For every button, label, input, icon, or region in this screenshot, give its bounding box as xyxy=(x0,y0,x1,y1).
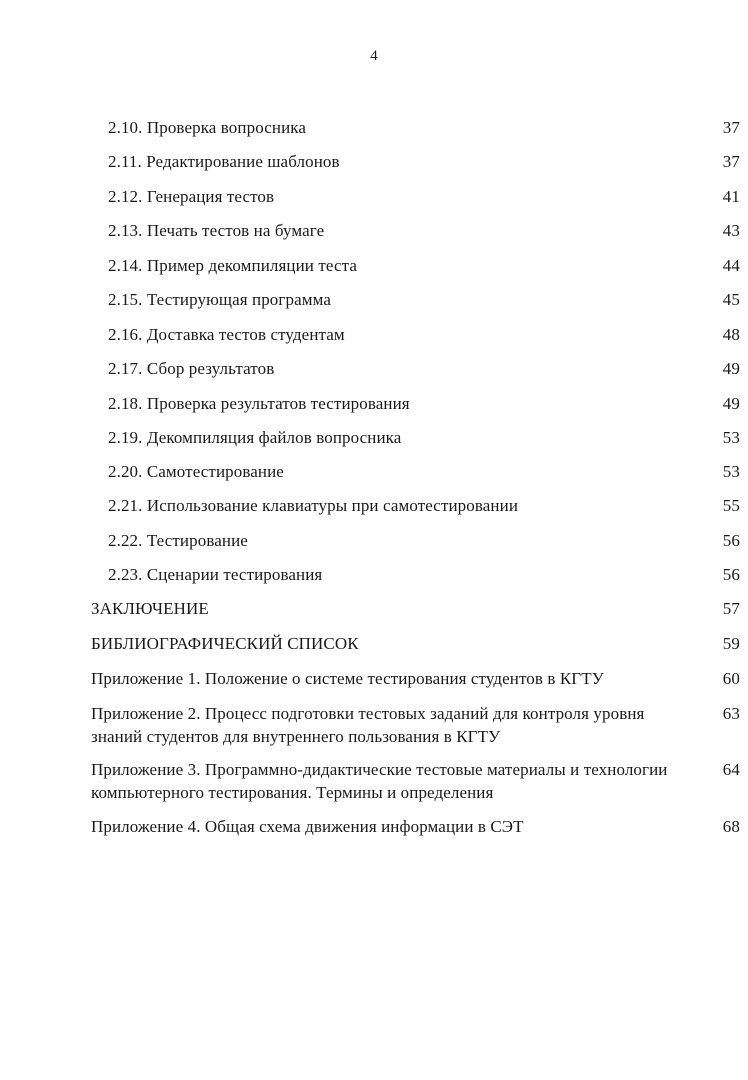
toc-entry-title: 2.20. Самотестирование xyxy=(108,462,284,481)
toc-entry-page: 49 xyxy=(722,394,740,413)
toc-entry-page: 44 xyxy=(722,256,740,275)
toc-entry-page: 53 xyxy=(722,462,740,481)
toc-section-title: Приложение 4. Общая схема движения информации в СЭТ xyxy=(91,817,524,836)
toc-entry-title: 2.23. Сценарии тестирования xyxy=(108,565,323,584)
toc-section-title: Приложение 1. Положение о системе тестирования студентов в КГТУ xyxy=(91,669,604,688)
toc-section-title: Приложение 3. Программно-дидактические тестовые материалы и технологии компьютерного тестирования. Термины и определения xyxy=(91,760,668,802)
toc-entry-title: 2.10. Проверка вопросника xyxy=(108,118,307,137)
toc-entry-page: 43 xyxy=(722,221,740,240)
toc-entry-title: 2.19. Декомпиляция файлов вопросника xyxy=(108,428,402,447)
toc-entry-title: 2.15. Тестирующая программа xyxy=(108,290,331,309)
toc-entry-title: 2.13. Печать тестов на бумаге xyxy=(108,221,325,240)
toc-section-page: 68 xyxy=(722,817,740,836)
toc-section-title: ЗАКЛЮЧЕНИЕ xyxy=(91,599,209,618)
toc-entry-page: 53 xyxy=(722,428,740,447)
toc-entry-title: 2.21. Использование клавиатуры при самотестировании xyxy=(108,496,519,515)
toc-section-page: 63 xyxy=(722,704,740,723)
toc-entry-page: 48 xyxy=(722,325,740,344)
page-number: 4 xyxy=(370,48,378,64)
toc-entry-title: 2.22. Тестирование xyxy=(108,531,248,550)
toc-section-page: 60 xyxy=(722,669,740,688)
toc-section-title: БИБЛИОГРАФИЧЕСКИЙ СПИСОК xyxy=(91,634,359,653)
toc-entry-page: 45 xyxy=(722,290,740,309)
toc-entry-page: 37 xyxy=(722,152,740,171)
toc-entry-page: 41 xyxy=(722,187,740,206)
toc-entry-page: 37 xyxy=(722,118,740,137)
toc-section-title: Приложение 2. Процесс подготовки тестовых заданий для контроля уровня знаний студентов для внутреннего пользования в КГТУ xyxy=(91,704,645,746)
toc-section-page: 59 xyxy=(722,634,740,653)
toc-entry-page: 55 xyxy=(722,496,740,515)
toc-entry-title: 2.18. Проверка результатов тестирования xyxy=(108,394,410,413)
toc-section-page: 64 xyxy=(722,760,740,779)
toc-entry-title: 2.17. Сбор результатов xyxy=(108,359,275,378)
toc-entry-title: 2.16. Доставка тестов студентам xyxy=(108,325,345,344)
toc-entry-page: 49 xyxy=(722,359,740,378)
toc-entry-page: 56 xyxy=(722,531,740,550)
toc-entry-title: 2.11. Редактирование шаблонов xyxy=(108,152,340,171)
toc-entry-title: 2.12. Генерация тестов xyxy=(108,187,275,206)
toc-entry-title: 2.14. Пример декомпиляции теста xyxy=(108,256,357,275)
toc-entry-page: 56 xyxy=(722,565,740,584)
toc-section-page: 57 xyxy=(722,599,740,618)
